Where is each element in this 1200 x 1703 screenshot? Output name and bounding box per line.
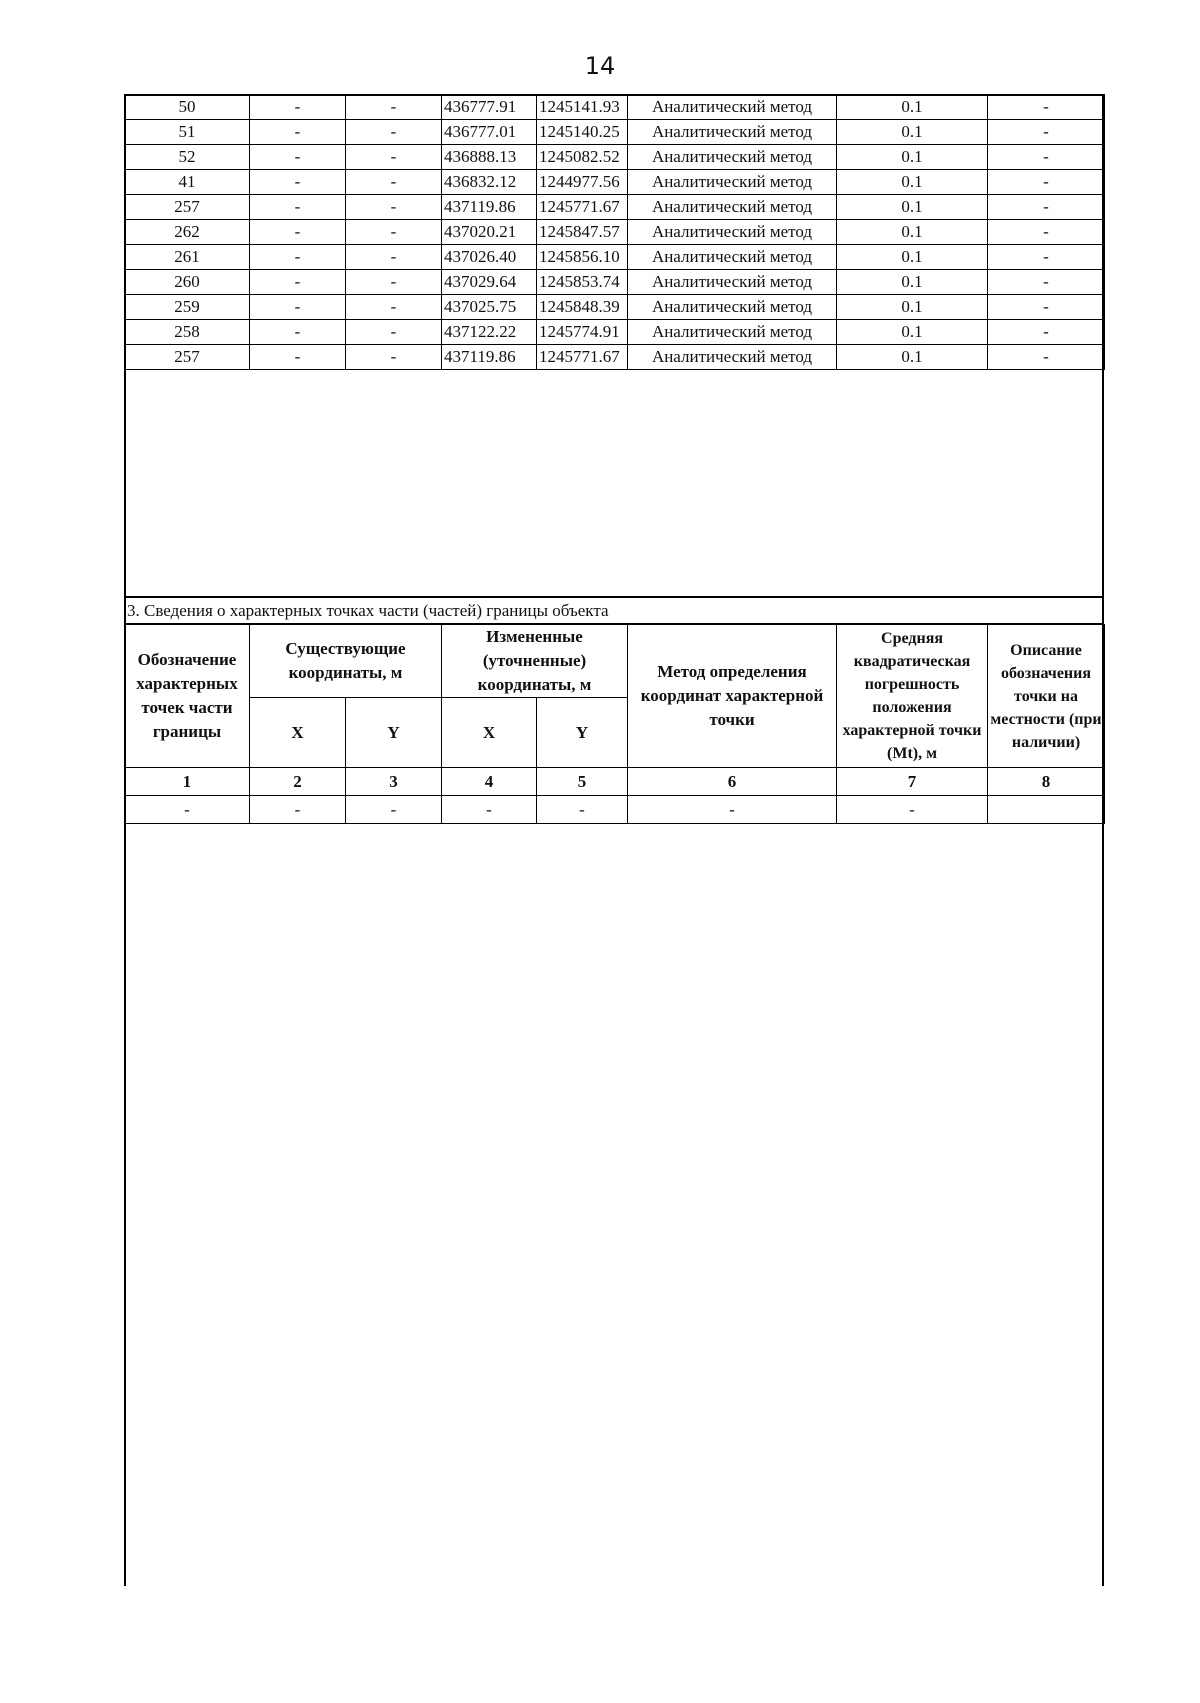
header-existing-x: X <box>250 698 346 768</box>
header-existing-y: Y <box>346 698 442 768</box>
column-number: 4 <box>442 768 537 796</box>
cell-x: 437122.22 <box>442 320 537 345</box>
cell-c2: - <box>250 295 346 320</box>
cell-y: 1245847.57 <box>537 220 628 245</box>
table-row <box>125 145 1105 170</box>
table-cell: - <box>442 796 537 824</box>
cell-c2: - <box>250 345 346 370</box>
cell-desc: - <box>988 120 1105 145</box>
cell-point: 260 <box>125 270 250 295</box>
cell-c3: - <box>346 320 442 345</box>
cell-x: 436777.01 <box>442 120 537 145</box>
cell-method: Аналитический метод <box>628 295 837 320</box>
column-number: 7 <box>837 768 988 796</box>
cell-c2: - <box>250 320 346 345</box>
cell-method: Аналитический метод <box>628 270 837 295</box>
cell-c2: - <box>250 245 346 270</box>
header-method: Метод определения координат характерной точки <box>628 625 837 768</box>
column-number: 3 <box>346 768 442 796</box>
table-cell: - <box>125 796 250 824</box>
cell-desc: - <box>988 170 1105 195</box>
cell-point: 257 <box>125 195 250 220</box>
header-mean-error: Средняя квадратическая погрешность положения характерной точки (Mt), м <box>837 625 988 768</box>
cell-c3: - <box>346 345 442 370</box>
table-row <box>125 270 1105 295</box>
table-row <box>125 295 1105 320</box>
cell-point: 259 <box>125 295 250 320</box>
cell-c2: - <box>250 145 346 170</box>
cell-c2: - <box>250 195 346 220</box>
cell-method: Аналитический метод <box>628 245 837 270</box>
cell-x: 437020.21 <box>442 220 537 245</box>
header-changed-y: Y <box>537 698 628 768</box>
cell-mt: 0.1 <box>837 295 988 320</box>
cell-y: 1245141.93 <box>537 95 628 120</box>
cell-y: 1245853.74 <box>537 270 628 295</box>
cell-method: Аналитический метод <box>628 195 837 220</box>
header-changed-coords: Измененные (уточненные) координаты, м <box>442 625 628 698</box>
table-cell <box>988 796 1105 824</box>
table-row <box>125 220 1105 245</box>
cell-y: 1245771.67 <box>537 345 628 370</box>
cell-point: 52 <box>125 145 250 170</box>
cell-mt: 0.1 <box>837 220 988 245</box>
column-number: 8 <box>988 768 1105 796</box>
cell-mt: 0.1 <box>837 120 988 145</box>
header-designation: Обозначение характерных точек части границы <box>125 625 250 768</box>
cell-mt: 0.1 <box>837 270 988 295</box>
table-cell: - <box>628 796 837 824</box>
cell-c2: - <box>250 95 346 120</box>
cell-desc: - <box>988 295 1105 320</box>
cell-point: 258 <box>125 320 250 345</box>
header-description: Описание обозначения точки на местности (при наличии) <box>988 625 1105 768</box>
cell-x: 437026.40 <box>442 245 537 270</box>
cell-y: 1245082.52 <box>537 145 628 170</box>
cell-x: 437029.64 <box>442 270 537 295</box>
cell-x: 436777.91 <box>442 95 537 120</box>
cell-c3: - <box>346 120 442 145</box>
cell-c3: - <box>346 145 442 170</box>
cell-c3: - <box>346 220 442 245</box>
cell-desc: - <box>988 220 1105 245</box>
cell-point: 257 <box>125 345 250 370</box>
column-number: 5 <box>537 768 628 796</box>
cell-method: Аналитический метод <box>628 170 837 195</box>
cell-mt: 0.1 <box>837 245 988 270</box>
table-cell: - <box>346 796 442 824</box>
column-number: 6 <box>628 768 837 796</box>
cell-c2: - <box>250 120 346 145</box>
parts-boundary-table <box>124 624 1105 824</box>
cell-mt: 0.1 <box>837 345 988 370</box>
cell-y: 1245140.25 <box>537 120 628 145</box>
cell-c3: - <box>346 245 442 270</box>
column-numbers-row <box>125 768 1105 796</box>
cell-c2: - <box>250 220 346 245</box>
table-row <box>125 796 1105 824</box>
cell-desc: - <box>988 320 1105 345</box>
page-number: 14 <box>584 52 616 80</box>
cell-mt: 0.1 <box>837 320 988 345</box>
cell-x: 436888.13 <box>442 145 537 170</box>
cell-point: 51 <box>125 120 250 145</box>
header-changed-x: X <box>442 698 537 768</box>
cell-c3: - <box>346 95 442 120</box>
cell-c2: - <box>250 170 346 195</box>
cell-x: 437025.75 <box>442 295 537 320</box>
cell-y: 1245848.39 <box>537 295 628 320</box>
cell-mt: 0.1 <box>837 170 988 195</box>
column-number: 1 <box>125 768 250 796</box>
column-number: 2 <box>250 768 346 796</box>
table-cell: - <box>537 796 628 824</box>
section3-title: 3. Сведения о характерных точках части (частей) границы объекта <box>124 596 1104 624</box>
cell-c3: - <box>346 295 442 320</box>
cell-desc: - <box>988 195 1105 220</box>
cell-y: 1245774.91 <box>537 320 628 345</box>
table-row <box>125 345 1105 370</box>
cell-point: 41 <box>125 170 250 195</box>
cell-y: 1245771.67 <box>537 195 628 220</box>
cell-method: Аналитический метод <box>628 345 837 370</box>
cell-desc: - <box>988 145 1105 170</box>
cell-x: 436832.12 <box>442 170 537 195</box>
table-row <box>125 245 1105 270</box>
cell-method: Аналитический метод <box>628 95 837 120</box>
table-row <box>125 320 1105 345</box>
cell-desc: - <box>988 95 1105 120</box>
cell-desc: - <box>988 345 1105 370</box>
cell-c3: - <box>346 195 442 220</box>
cell-point: 262 <box>125 220 250 245</box>
header-existing-coords: Существующие координаты, м <box>250 625 442 698</box>
cell-mt: 0.1 <box>837 145 988 170</box>
table-row <box>125 95 1105 120</box>
cell-desc: - <box>988 270 1105 295</box>
table-cell: - <box>837 796 988 824</box>
cell-method: Аналитический метод <box>628 120 837 145</box>
cell-c3: - <box>346 170 442 195</box>
cell-desc: - <box>988 245 1105 270</box>
cell-point: 261 <box>125 245 250 270</box>
cell-method: Аналитический метод <box>628 220 837 245</box>
cell-x: 437119.86 <box>442 195 537 220</box>
table-row <box>125 170 1105 195</box>
table-cell: - <box>250 796 346 824</box>
table-row <box>125 120 1105 145</box>
cell-mt: 0.1 <box>837 195 988 220</box>
table-row <box>125 195 1105 220</box>
cell-x: 437119.86 <box>442 345 537 370</box>
cell-y: 1245856.10 <box>537 245 628 270</box>
cell-method: Аналитический метод <box>628 320 837 345</box>
cell-method: Аналитический метод <box>628 145 837 170</box>
cell-c3: - <box>346 270 442 295</box>
cell-point: 50 <box>125 95 250 120</box>
cell-mt: 0.1 <box>837 95 988 120</box>
coordinates-table <box>124 94 1105 370</box>
cell-c2: - <box>250 270 346 295</box>
cell-y: 1244977.56 <box>537 170 628 195</box>
